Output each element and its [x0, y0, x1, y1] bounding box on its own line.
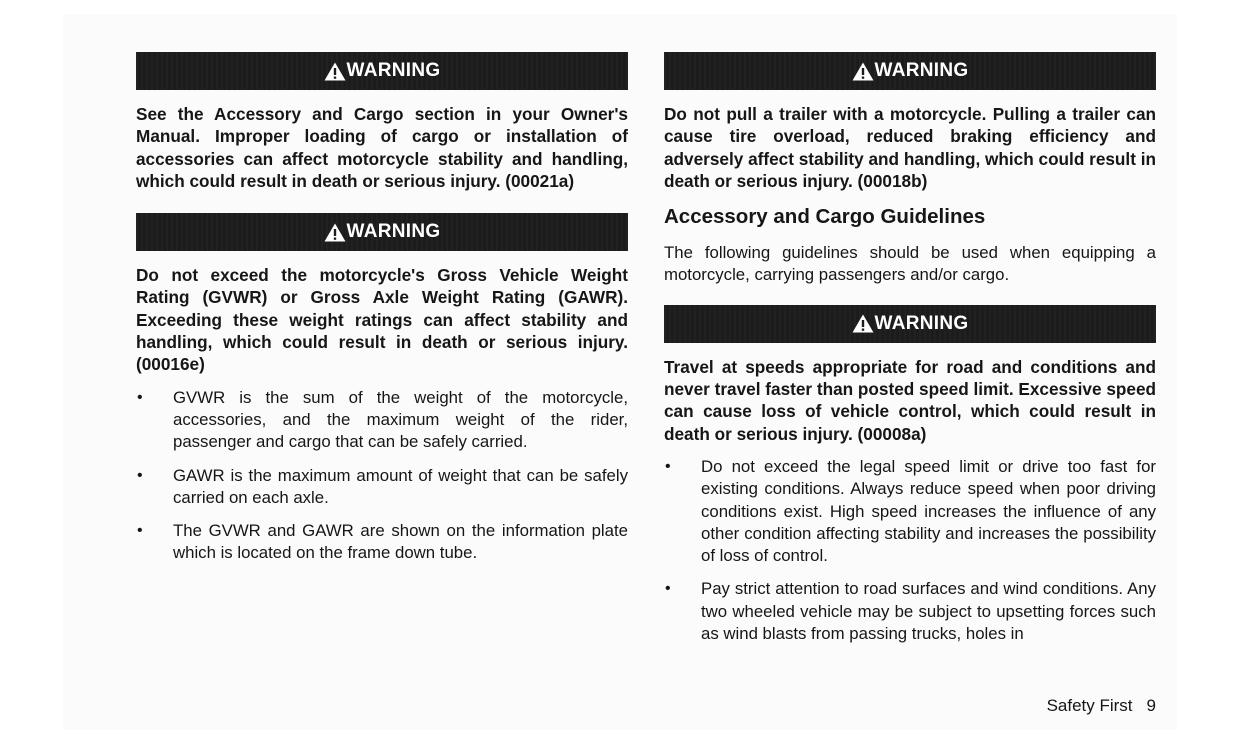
list-item [136, 465, 628, 510]
bullet-glyph: • [137, 388, 143, 406]
list-item [664, 578, 1156, 645]
warning-text: Travel at speeds appropriate for road and conditions and never travel faster than posted speed limit. Excessive speed can cause loss of vehicle control, which could result in death or serious injury. (00008a) [664, 356, 1156, 444]
warning-text: See the Accessory and Cargo section in your Owner's Manual. Improper loading of cargo or installation of accessories can affect motorcycle stability and handling, which could result in death or serious injury. (00021a) [136, 104, 628, 191]
right-column [664, 52, 1156, 645]
list-item [664, 456, 1156, 567]
warning-triangle-icon [324, 62, 346, 81]
intro-paragraph: The following guidelines should be used when equipping a motorcycle, carrying passengers and/or cargo. [664, 243, 1156, 285]
list-item [136, 387, 628, 454]
warning-label: WARNING [874, 60, 969, 81]
list-item-text: Do not exceed the legal speed limit or drive too fast for existing conditions. Always reduce speed when poor driving conditions exist. High speed increases the influence of any other condition affecting stability and increases the possibility of loss of control. [701, 456, 1156, 566]
list-item [136, 520, 628, 565]
list-item-text: GAWR is the maximum amount of weight that can be safely carried on each axle. [173, 465, 628, 507]
page-footer [1047, 696, 1156, 716]
list-item-text: GVWR is the sum of the weight of the motorcycle, accessories, and the maximum weight of the rider, passenger and cargo that can be safely carried. [173, 387, 628, 452]
bullet-glyph: • [137, 466, 143, 484]
list-item-text: The GVWR and GAWR are shown on the information plate which is located on the frame down tube. [173, 521, 628, 563]
left-column [136, 52, 628, 565]
warning-triangle-icon [324, 223, 346, 242]
warning-triangle-icon [852, 62, 874, 81]
warning-label: WARNING [346, 60, 441, 81]
warning-banner [664, 305, 1156, 343]
footer-section-title: Safety First [1046, 696, 1133, 715]
warning-banner [136, 52, 628, 90]
list-item-text: Pay strict attention to road surfaces and wind conditions. Any two wheeled vehicle may be subject to upsetting forces such as wind blasts from passing trucks, holes in [701, 579, 1156, 644]
bullet-glyph: • [665, 580, 671, 598]
bullet-list [664, 456, 1156, 645]
bullet-list [136, 387, 628, 565]
bullet-glyph: • [665, 457, 671, 475]
section-heading: Accessory and Cargo Guidelines [664, 205, 986, 229]
warning-text: Do not exceed the motorcycle's Gross Vehicle Weight Rating (GVWR) or Gross Axle Weight Rating (GAWR). Exceeding these weight ratings can affect stability and handling, which could result in death or serious injury. (00016e) [136, 265, 628, 375]
bullet-glyph: • [137, 522, 143, 540]
warning-text: Do not pull a trailer with a motorcycle. Pulling a trailer can cause tire overload, reduced braking efficiency and adversely affect stability and handling, which could result in death or serious injury. (00018b) [664, 104, 1156, 191]
warning-banner [136, 213, 628, 251]
warning-banner [664, 52, 1156, 90]
page-number: 9 [1146, 696, 1156, 715]
warning-triangle-icon [852, 314, 874, 333]
warning-label: WARNING [874, 312, 969, 334]
warning-label: WARNING [346, 221, 441, 243]
manual-page [63, 14, 1177, 730]
